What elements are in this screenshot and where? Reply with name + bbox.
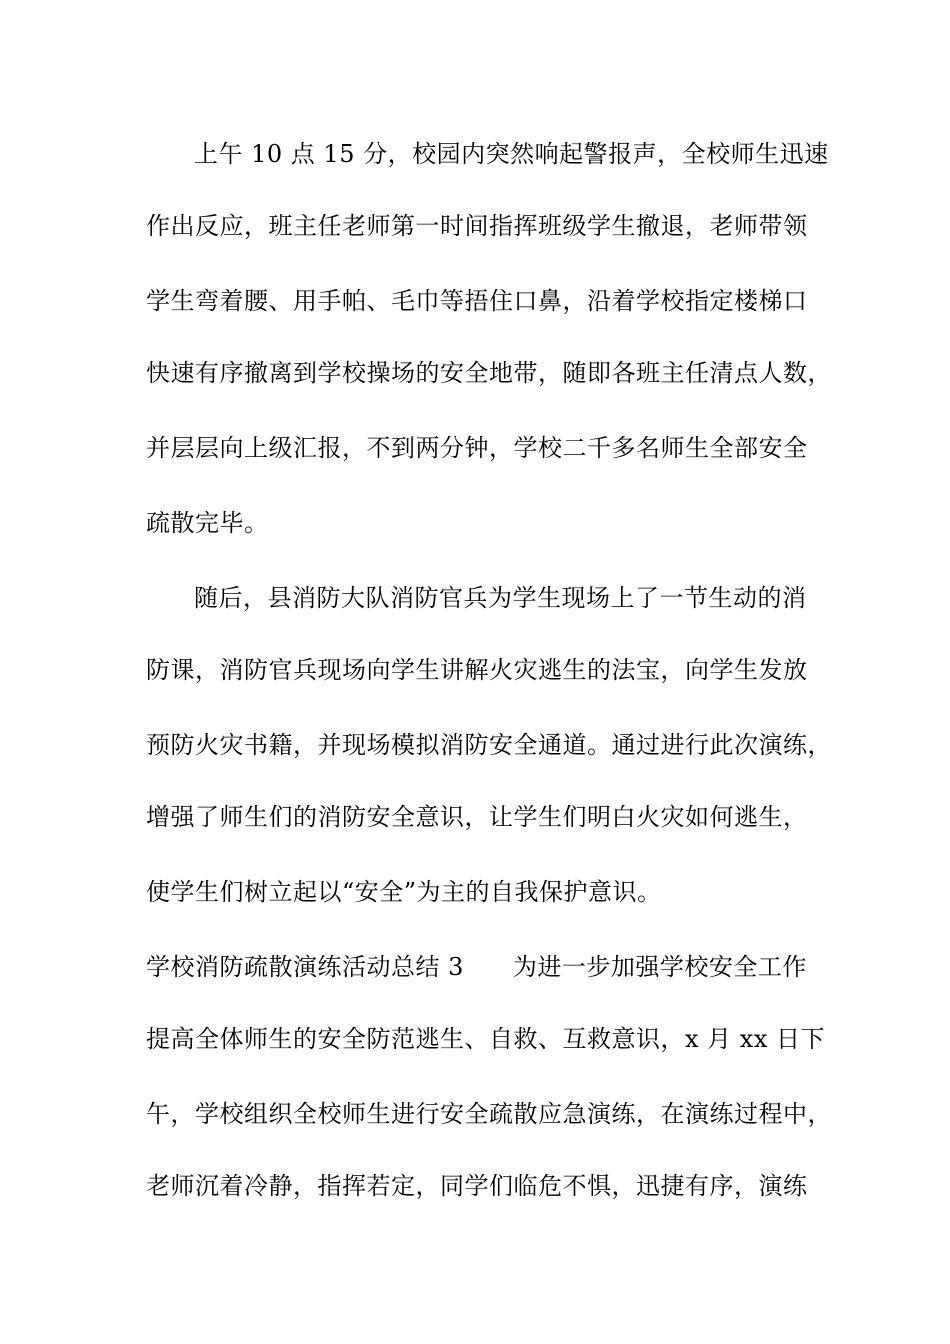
- paragraph-2-line-3: 预防火灾书籍，并现场模拟消防安全通道。通过进行此次演练，: [146, 731, 832, 759]
- paragraph-1-line-2: 作出反应，班主任老师第一时间指挥班级学生撤退，老师带领: [146, 212, 808, 240]
- paragraph-1-line-1: 上午 10 点 15 分，校园内突然响起警报声，全校师生迅速: [194, 140, 829, 168]
- paragraph-1-line-5: 并层层向上级汇报，不到两分钟，学校二千多名师生全部安全: [146, 434, 808, 462]
- paragraph-3-line-2: 提高全体师生的安全防范逃生、自救、互救意识，x 月 xx 日下: [146, 1025, 825, 1053]
- paragraph-2-line-4: 增强了师生们的消防安全意识，让学生们明白火灾如何逃生，: [146, 803, 808, 831]
- paragraph-2-line-1: 随后，县消防大队消防官兵为学生现场上了一节生动的消: [194, 584, 807, 612]
- paragraph-3-line-4: 老师沉着冷静，指挥若定，同学们临危不惧，迅捷有序，演练: [146, 1172, 808, 1200]
- section-heading-line: 学校消防疏散演练活动总结 3 为进一步加强学校安全工作: [146, 953, 807, 981]
- paragraph-3-line-3: 午，学校组织全校师生进行安全疏散应急演练，在演练过程中，: [146, 1100, 832, 1128]
- paragraph-1-line-3: 学生弯着腰、用手帕、毛巾等捂住口鼻，沿着学校指定楼梯口: [146, 287, 808, 315]
- paragraph-2-line-2: 防课，消防官兵现场向学生讲解火灾逃生的法宝，向学生发放: [146, 656, 808, 684]
- paragraph-2-line-5: 使学生们树立起以“安全”为主的自我保护意识。: [146, 878, 662, 906]
- paragraph-1-line-6: 疏散完毕。: [146, 509, 269, 537]
- paragraph-1-line-4: 快速有序撤离到学校操场的安全地带，随即各班主任清点人数，: [146, 359, 832, 387]
